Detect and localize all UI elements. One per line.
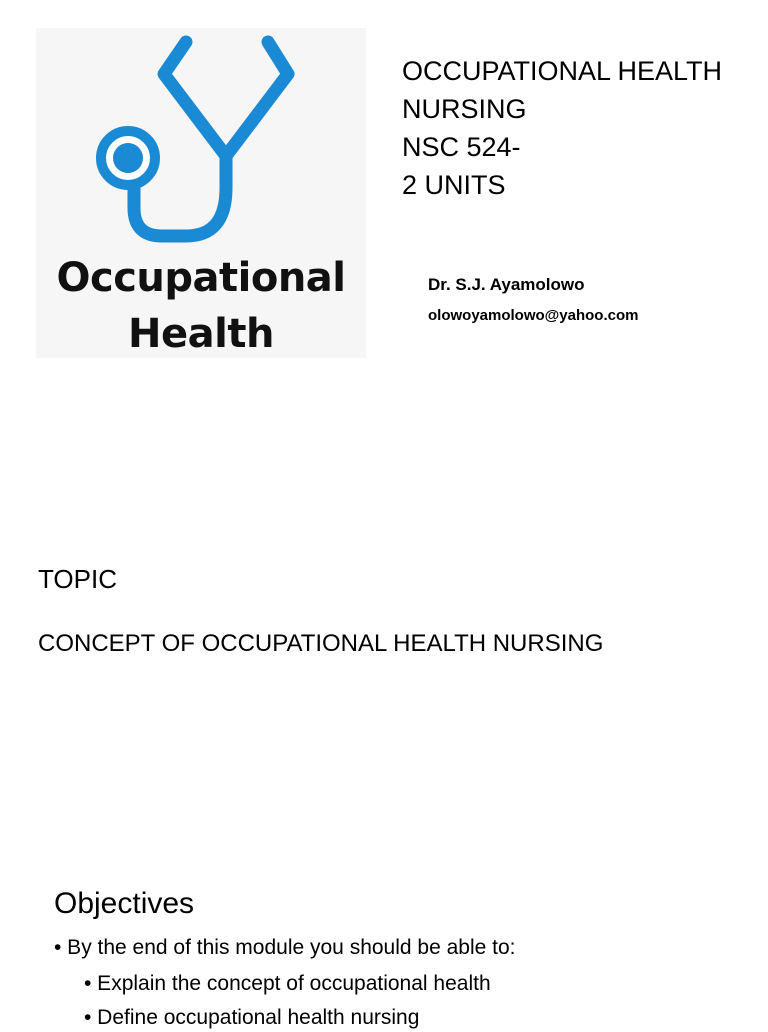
author-email: olowoyamolowo@yahoo.com [428,307,639,324]
objectives-title: Objectives [54,887,195,920]
title-line: 2 UNITS [402,170,506,200]
title-line: NURSING [402,94,527,124]
logo-word-occupational: Occupational [56,255,346,301]
topic-slide [0,520,768,860]
occupational-health-logo [36,28,366,358]
topic-label: TOPIC [38,564,117,594]
objective-bullet: • By the end of this module you should be able to: [54,936,516,959]
title-line: NSC 524- [402,132,521,162]
course-title [402,52,752,204]
objective-bullet: • Define occupational health nursing [84,1006,420,1029]
title-line: OCCUPATIONAL HEALTH [402,56,723,86]
author-name: Dr. S.J. Ayamolowo [428,275,585,294]
objective-bullet: • Explain the concept of occupational health [84,972,491,995]
topic-text: CONCEPT OF OCCUPATIONAL HEALTH NURSING [38,630,604,657]
logo-word-health: Health [128,311,274,357]
stethoscope-icon [36,28,366,258]
objectives-slide [0,860,768,1029]
